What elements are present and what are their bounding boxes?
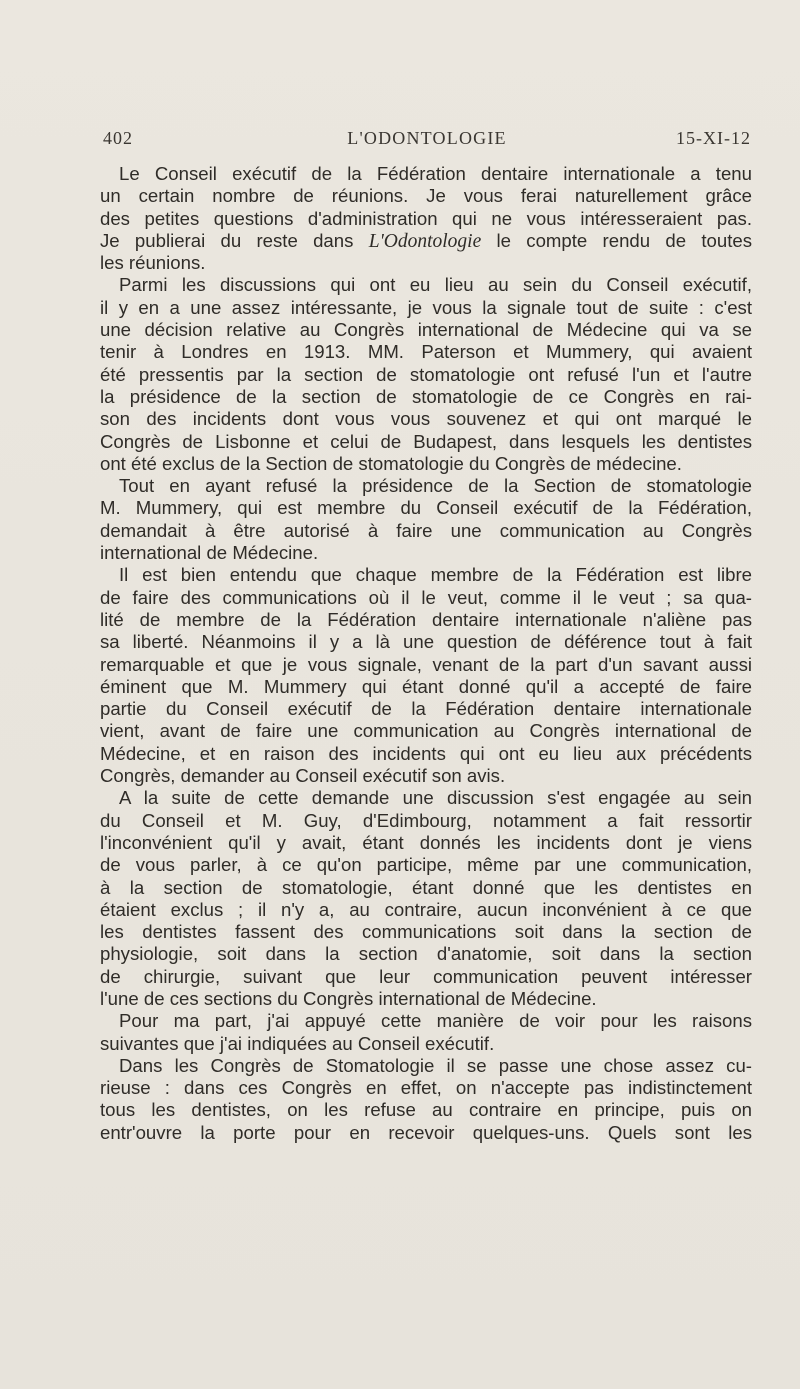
text-line: de chirurgie, suivant que leur communication peuvent intéresser [100,965,752,987]
text-line: tenir à Londres en 1913. MM. Paterson et Mummery, qui avaient [100,341,752,363]
text-line: il y en a une assez intéressante, je vous la signale tout de suite : c'est [100,296,752,318]
paragraph-5 [100,787,752,1010]
paragraph-1 [100,163,752,274]
text-line: Parmi les discussions qui ont eu lieu au sein du Conseil exécutif, [119,274,752,296]
text-line-with-title [100,230,752,252]
text-line: vient, avant de faire une communication au Congrès international de [100,720,752,742]
paragraph-2 [100,274,752,475]
journal-title: L'ODONTOLOGIE [347,128,507,148]
text-line: l'inconvénient qu'il y avait, étant donnés les incidents dont je viens [100,831,752,853]
text-line: de faire des communications où il le veut, comme il le veut ; sa qua- [100,586,752,608]
text-line: Congrès, demander au Conseil exécutif son avis. [100,765,506,787]
paragraph-7 [100,1055,752,1144]
paragraph-6 [100,1010,752,1055]
text-line: Tout en ayant refusé la présidence de la Section de stomatologie [119,475,752,497]
text-line: du Conseil et M. Guy, d'Edimbourg, notamment a fait ressortir [100,809,752,831]
text-line: physiologie, soit dans la section d'anatomie, soit dans la section [100,943,752,965]
text-line: entr'ouvre la porte pour en recevoir quelques-uns. Quels sont les [100,1121,752,1143]
text-line: demandait à être autorisé à faire une communication au Congrès [100,519,752,541]
issue-date: 15-XI-12 [676,128,751,148]
text-line: les réunions. [100,252,206,274]
paragraph-4 [100,564,752,787]
body-text [100,163,752,1144]
text-line: été pressentis par la section de stomatologie ont refusé l'un et l'autre [100,363,752,385]
text-line: la présidence de la section de stomatologie de ce Congrès en rai- [100,385,752,407]
text-line: remarquable et que je vous signale, venant de la part d'un savant aussi [100,653,752,675]
text-line: Congrès de Lisbonne et celui de Budapest, dans lesquels les dentistes [100,430,752,452]
text-line: l'une de ces sections du Congrès international de Médecine. [100,987,597,1009]
text-line: rieuse : dans ces Congrès en effet, on n'accepte pas indistinctement [100,1077,752,1099]
paragraph-3 [100,475,752,564]
text-line: de vous parler, à ce qu'on participe, même par une communication, [100,854,752,876]
text-line: lité de membre de la Fédération dentaire internationale n'aliène pas [100,608,752,630]
text-line: une décision relative au Congrès international de Médecine qui va se [100,319,752,341]
text-line: à la section de stomatologie, étant donné que les dentistes en [100,876,752,898]
text-line: les dentistes fassent des communications soit dans la section de [100,921,752,943]
text-line: sa liberté. Néanmoins il y a là une question de déférence tout à fait [100,631,752,653]
text-line: Le Conseil exécutif de la Fédération dentaire internationale a tenu [119,163,752,184]
text-line: M. Mummery, qui est membre du Conseil exécutif de la Fédération, [100,497,752,519]
journal-reference: L'Odontologie [368,230,482,252]
text-line: ont été exclus de la Section de stomatologie du Congrès de médecine. [100,452,682,474]
text-line: tous les dentistes, on les refuse au contraire en principe, puis on [100,1099,752,1121]
text-line: international de Médecine. [100,542,319,564]
text-line: Médecine, et en raison des incidents qui ont eu lieu aux précédents [100,742,752,764]
text-line: Dans les Congrès de Stomatologie il se passe une chose assez cu- [119,1054,752,1076]
text-line: son des incidents dont vous vous souvenez et qui ont marqué le [100,408,752,430]
text-line: des petites questions d'administration qui ne vous intéresseraient pas. [100,207,752,229]
text-line: partie du Conseil exécutif de la Fédération dentaire internationale [100,698,752,720]
page-number: 402 [103,128,133,148]
text-line: suivantes que j'ai indiquées au Conseil exécutif. [100,1032,495,1054]
text-line: un certain nombre de réunions. Je vous ferai naturellement grâce [100,185,752,207]
text-line: éminent que M. Mummery qui étant donné qu'il a accepté de faire [100,675,752,697]
text-line: Pour ma part, j'ai appuyé cette manière de voir pour les raisons [119,1010,752,1032]
text-line: étaient exclus ; il n'y a, au contraire, aucun inconvénient à ce que [100,898,752,920]
text-line: A la suite de cette demande une discussion s'est engagée au sein [119,787,752,809]
text-fragment: le compte rendu de toutes [496,229,753,251]
running-head [103,128,751,154]
text-fragment: Je publierai du reste dans [100,229,354,251]
text-line: Il est bien entendu que chaque membre de la Fédération est libre [119,564,752,586]
